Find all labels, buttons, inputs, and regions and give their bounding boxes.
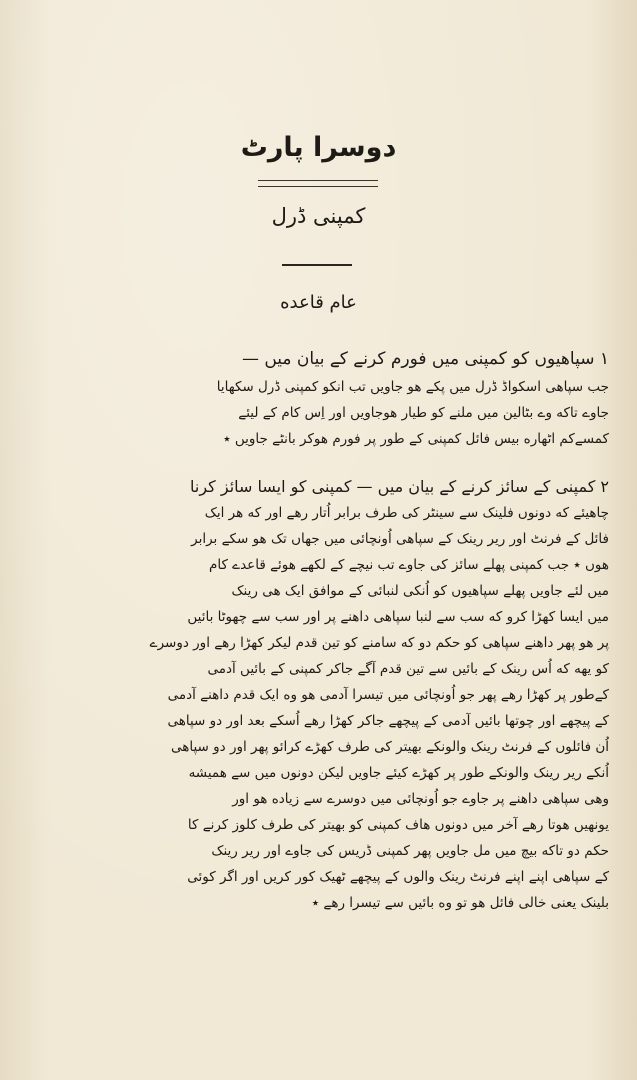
- section-heading: عام قاعده: [280, 292, 357, 313]
- paragraph-line: ۲ کمپنی کے سائز کرنے کے بیان میں — کمپنی کو ایسا سائز کرنا: [190, 477, 609, 496]
- paragraph-line: چاهیئے که دونوں فلینک سے سینٹر کی طرف برابر اُتار رهے اور که هر ایک: [204, 505, 609, 521]
- title-ornament-divider: [258, 180, 378, 187]
- paragraph-line: جب سپاهی اسکواڈ ڈرل میں پکے هو جاویں تب انکو کمپنی ڈرل سکهایا: [216, 379, 609, 395]
- paragraph-line: فائل کے فرنٹ اور ریر رینک کے سپاهی اُونچائی میں جهاں تک هو سکے برابر: [191, 531, 609, 547]
- rule-two-paragraph: [44, 474, 609, 916]
- paragraph-line: کمسےکم اٹهاره بیس فائل کمپنی کے طور پر فورم هوکر بانٹے جاویں ٭: [223, 431, 609, 447]
- paragraph-line: اُنکے ریر رینک والونکے طور پر کهڑے کیئے جاویں لیکن دونوں میں سے همیشه: [188, 765, 609, 781]
- page-title: دوسرا پارٹ: [240, 132, 397, 163]
- chapter-subtitle: کمپنی ڈرل: [271, 204, 366, 228]
- paragraph-line: جاوے تاکه وے بٹالین میں ملنے کو طیار هوجاویں اور اِس کام کے لیئے: [238, 405, 609, 421]
- subtitle-divider: [282, 264, 352, 266]
- paragraph-line: کو یهه که اُس رینک کے بائیں سے تین قدم آگے جاکر کمپنی کے بائیں آدمی: [207, 661, 609, 677]
- paragraph-line: کے پیچهے اور چوتها بائیں آدمی کے پیچهے جاکر کهڑا رهے اُسکے بعد اور دو سپاهی: [167, 713, 609, 729]
- paragraph-line: وهی سپاهی داهنے پر جاوے جو اُونچائی میں دوسرے سے زیاده هو اور: [232, 791, 609, 807]
- rule-one-heading-line: ۱ سپاهیوں کو کمپنی میں فورم کرنے کے بیان میں —: [241, 349, 609, 369]
- paragraph-line: بلینک یعنی خالی فائل هو تو وه بائیں سے تیسرا رهے ٭: [311, 895, 609, 911]
- paragraph-line: هوں ٭ جب کمپنی پهلے سائز کی جاوے تب نیچے کے لکهے هوئے قاعدے کام: [208, 557, 609, 573]
- paragraph-line: میں لئے جاویں پهلے سپاهیوں کو اُنکی لنبائی کے موافق ایک هی رینک: [231, 583, 609, 599]
- paragraph-line: میں ایسا کهڑا کرو که سب سے لنبا سپاهی داهنے پر اور سب سے چهوٹا بائیں: [187, 609, 609, 625]
- paragraph-line: کے سپاهی اپنے اپنے فرنٹ رینک والوں کے پیچهے ٹهیک کور کریں اور اگر کوئی: [187, 869, 609, 885]
- paragraph-line: یونهیں هوتا رهے آخر میں دونوں هاف کمپنی کو بهیتر کی طرف کلوز کرنے کا: [187, 817, 609, 833]
- paragraph-line: اُن فائلوں کے فرنٹ رینک والونکے بهیتر کی طرف کهڑے کرائو پهر اور دو سپاهی: [170, 739, 609, 755]
- rule-one-heading: [44, 344, 609, 374]
- rule-one-paragraph: [44, 374, 609, 452]
- paragraph-line: حکم دو تاکه بیچ میں مل جاویں پهر کمپنی ڈریس کی جاوے اور ریر رینک: [211, 843, 609, 859]
- paragraph-line: کےطور پر کهڑا رهے پهر جو اُونچائی میں تیسرا آدمی هو وه ایک قدم داهنے آدمی: [167, 687, 609, 703]
- paragraph-line: پر هو پهر داهنے سپاهی کو حکم دو که سامنے کو تین قدم لیکر کهڑا رهے اور دوسرے: [149, 635, 609, 651]
